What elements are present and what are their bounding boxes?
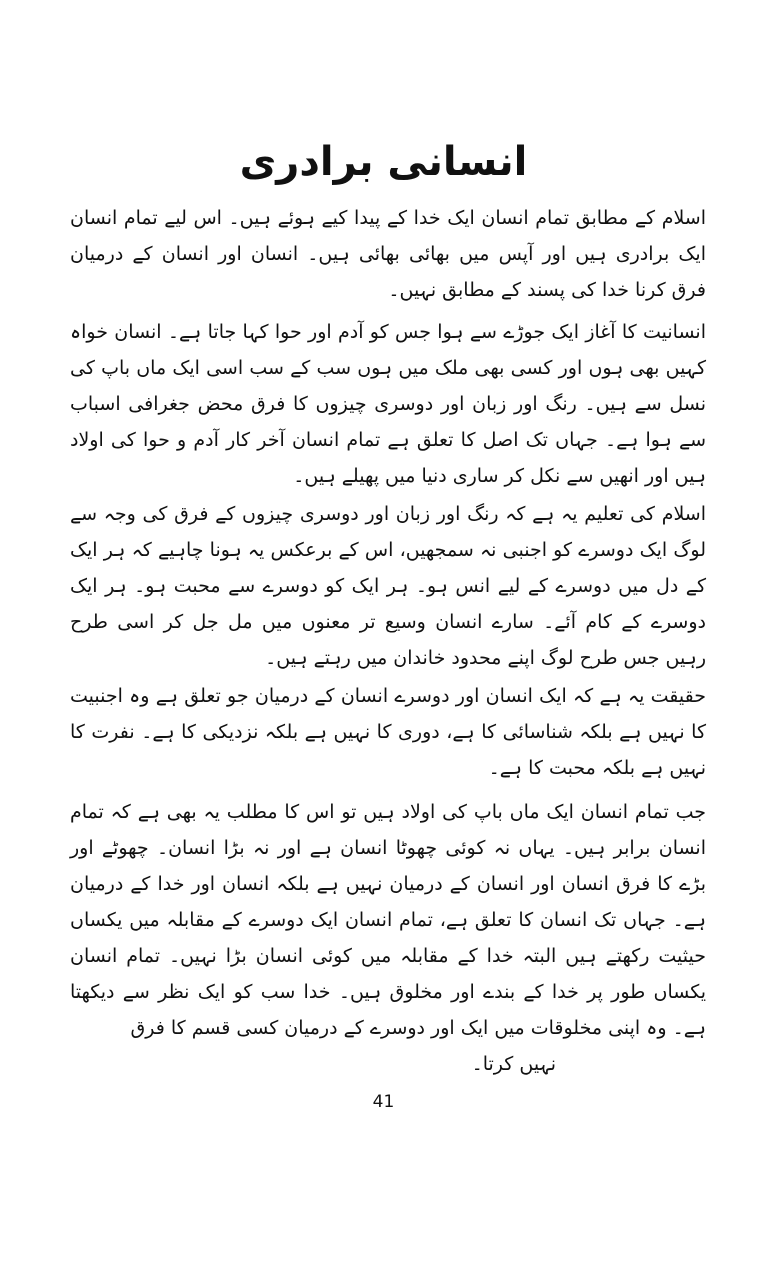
page-number: 41 — [372, 1092, 395, 1112]
paragraph-1: اسلام کے مطابق تمام انسان ایک خدا کے پیدا کیے ہوئے ہیں۔ اس لیے تمام انسان ایک برادری ہیں اور آپس میں بھائی بھائی ہیں۔ انسان اور انسان کے درمیان فرق کرنا خدا کی پسند کے مطابق نہیں۔ — [70, 207, 706, 301]
body-text — [70, 200, 706, 1082]
paragraph-4: حقیقت یہ ہے کہ ایک انسان اور دوسرے انسان کے درمیان جو تعلق ہے وہ اجنبیت کا نہیں ہے بلکہ شناسائی کا ہے، دوری کا نہیں ہے بلکہ نزدیکی کا ہے۔ نفرت کا نہیں ہے بلکہ محبت کا ہے۔ — [70, 685, 706, 779]
paragraph-5-final-line: نہیں کرتا۔ — [471, 1053, 556, 1075]
paragraph-2: انسانیت کا آغاز ایک جوڑے سے ہوا جس کو آدم اور حوا کہا جاتا ہے۔ انسان خواہ کہیں بھی ہوں اور کسی بھی ملک میں ہوں سب کے سب اسی ایک ماں باپ کی نسل سے ہیں۔ رنگ اور زبان اور دوسری چیزوں کا فرق محض جغرافی اسباب سے ہوا ہے۔ جہاں تک اصل کا تعلق ہے تمام انسان آخر کار آدم و حوا کی اولاد ہیں اور انھیں سے نکل کر ساری دنیا میں پھیلے ہیں۔ — [70, 321, 706, 487]
paragraph-3: اسلام کی تعلیم یہ ہے کہ رنگ اور زبان اور دوسری چیزوں کے فرق کی وجہ سے لوگ ایک دوسرے کو اجنبی نہ سمجھیں، اس کے برعکس یہ ہونا چاہیے کہ ہر ایک کے دل میں دوسرے کے لیے انس ہو۔ ہر ایک کو دوسرے سے محبت ہو۔ ہر ایک دوسرے کے کام آئے۔ سارے انسان وسیع تر معنوں میں مل جل کر اسی طرح رہیں جس طرح لوگ اپنے محدود خاندان میں رہتے ہیں۔ — [70, 503, 706, 669]
chapter-title: انسانی برادری — [239, 139, 528, 185]
paragraph-5: جب تمام انسان ایک ماں باپ کی اولاد ہیں تو اس کا مطلب یہ بھی ہے کہ تمام انسان برابر ہیں۔ یہاں نہ کوئی چھوٹا انسان ہے اور نہ بڑا انسان۔ چھوٹے اور بڑے کا فرق انسان اور انسان کے درمیان نہیں ہے بلکہ انسان اور خدا کے درمیان ہے۔ جہاں تک انسان کا تعلق ہے، تمام انسان ایک دوسرے کے مقابلہ میں یکساں حیثیت رکھتے ہیں البتہ خدا کے مقابلہ میں کوئی انسان بڑا نہیں۔ تمام انسان یکساں طور پر خدا کے بندے اور مخلوق ہیں۔ خدا سب کو ایک نظر سے دیکھتا ہے۔ وہ اپنی مخلوقات میں ایک اور دوسرے کے درمیان کسی قسم کا فرق — [70, 801, 706, 1039]
